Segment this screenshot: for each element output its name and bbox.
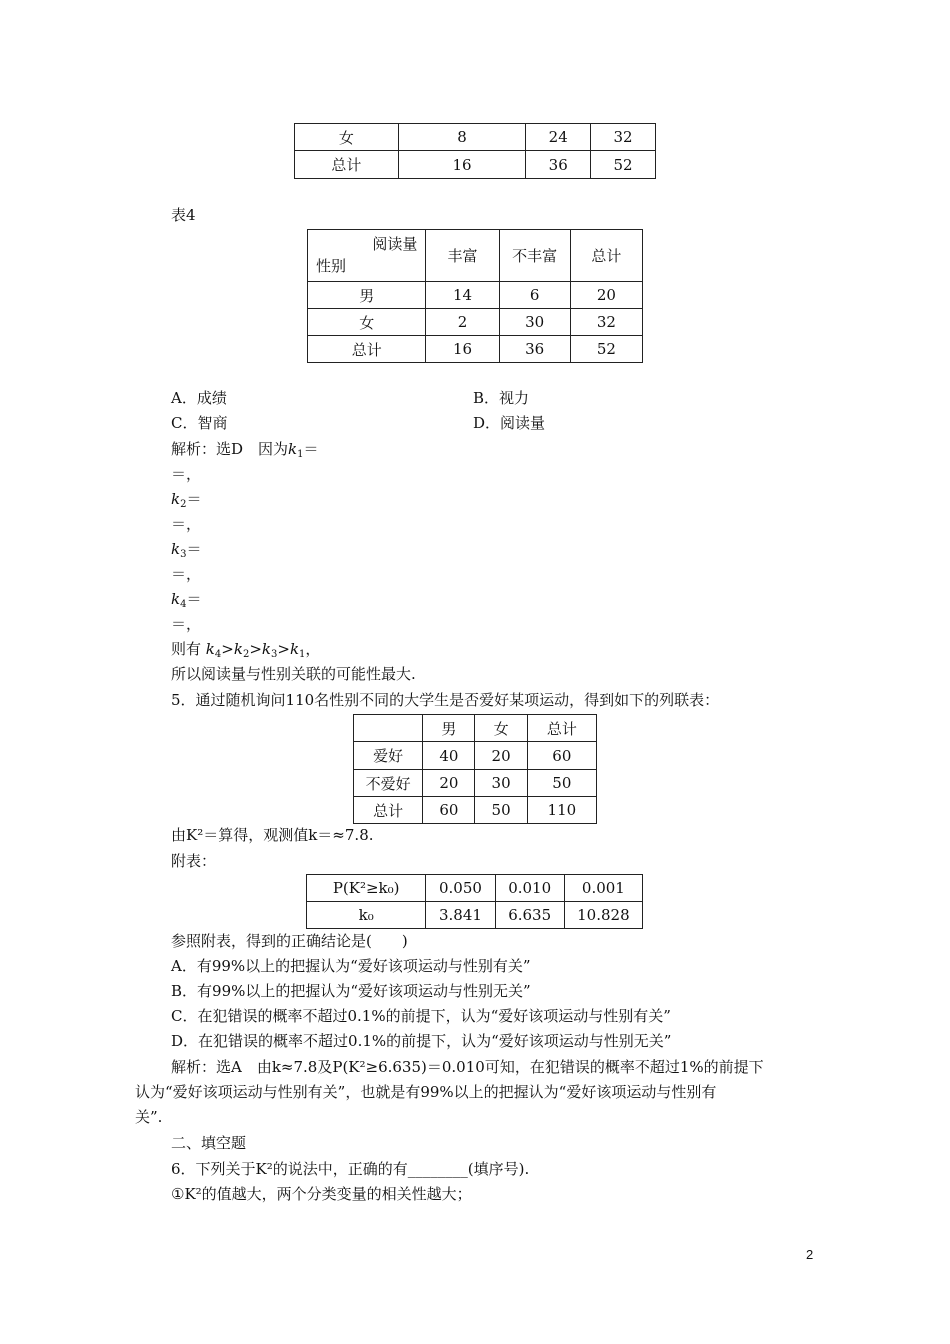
solution-line: $k_4=$: [171, 590, 202, 610]
solution-line: ＝，: [171, 565, 202, 583]
table-cell: 32: [570, 309, 642, 336]
solution-line: 解析：选D 因为$k_1=$: [171, 440, 319, 460]
table-cell: 0.010: [495, 875, 564, 902]
table-cell: 20: [475, 742, 527, 770]
table-cell: 16: [426, 336, 499, 363]
reference-table: [306, 874, 643, 929]
table-cell: 36: [499, 336, 570, 363]
table-header-cell: 总计: [570, 230, 642, 282]
table-cell: 50: [527, 770, 596, 797]
table-cell: 女: [295, 124, 399, 151]
solution-line: 认为“爱好该项运动与性别有关”，也就是有99%以上的把握认为“爱好该项运动与性别有: [135, 1083, 717, 1101]
option-a: A．成绩: [171, 389, 227, 407]
table-header-cell: 总计: [527, 715, 596, 742]
table-cell: 14: [426, 282, 499, 309]
solution-line: 则有 $k_4>k_2>k_3>k_1$，: [171, 640, 321, 660]
table-header-cell: 丰富: [426, 230, 499, 282]
page-number: 2: [806, 1247, 814, 1262]
table-cell: 女: [308, 309, 426, 336]
table-cell: 10.828: [564, 902, 642, 929]
table-cell: 0.001: [564, 875, 642, 902]
header-top-label: 阅读量: [372, 235, 418, 253]
question-text: 参照附表，得到的正确结论是( ): [171, 932, 408, 950]
solution-line: ＝，: [171, 615, 202, 633]
header-left-label: 性别: [316, 257, 347, 275]
option-c: C．在犯错误的概率不超过0.1%的前提下，认为“爱好该项运动与性别有关”: [171, 1007, 671, 1025]
table-cell: 2: [426, 309, 499, 336]
table-header-cell: k₀: [307, 902, 426, 929]
table-cell: 爱好: [354, 742, 423, 770]
appendix-label: 附表：: [171, 852, 217, 870]
solution-line: $k_2=$: [171, 490, 202, 510]
solution-conclusion: 所以阅读量与性别关联的可能性最大.: [171, 665, 416, 683]
table-cell: 30: [499, 309, 570, 336]
table-cell: 3.841: [426, 902, 495, 929]
section-title: 二、填空题: [171, 1134, 247, 1152]
table-cell: 60: [423, 797, 475, 824]
table-cell: 0.050: [426, 875, 495, 902]
table-cell: 24: [526, 124, 591, 151]
table-cell: 110: [527, 797, 596, 824]
option-b: B．视力: [473, 389, 530, 407]
table-header-cell: P(K²≥k₀): [307, 875, 426, 902]
option-d: D．在犯错误的概率不超过0.1%的前提下，认为“爱好该项运动与性别无关”: [171, 1032, 672, 1050]
table-header-cell: 男: [423, 715, 475, 742]
solution-line: ＝，: [171, 515, 202, 533]
table-cell: 总计: [295, 151, 399, 179]
table-cell: 60: [527, 742, 596, 770]
table-cell: 总计: [354, 797, 423, 824]
table-cell: 52: [570, 336, 642, 363]
option-d: D．阅读量: [473, 414, 546, 432]
table4-caption: 表4: [171, 206, 196, 224]
table-cell: 8: [398, 124, 526, 151]
solution-line: 解析：选A 由k≈7.8及P(K²≥6.635)＝0.010可知，在犯错误的概率不超过1%的前提下: [171, 1058, 764, 1076]
table-cell: 男: [308, 282, 426, 309]
table-cell: 40: [423, 742, 475, 770]
question-stem: 6．下列关于K²的说法中，正确的有________(填序号).: [171, 1160, 530, 1178]
table-cell: 32: [591, 124, 656, 151]
table-cell: 不爱好: [354, 770, 423, 797]
option-b: B．有99%以上的把握认为“爱好该项运动与性别无关”: [171, 982, 531, 1000]
table-cell: 20: [570, 282, 642, 309]
calc-line: 由K²＝算得，观测值k＝≈7.8.: [171, 826, 374, 844]
question-stem: 5．通过随机询问110名性别不同的大学生是否爱好某项运动，得到如下的列联表：: [171, 691, 720, 709]
table3-partial: [294, 123, 656, 179]
table-cell: 50: [475, 797, 527, 824]
q5-contingency-table: [353, 714, 597, 824]
table-cell: 总计: [308, 336, 426, 363]
solution-line: 关”.: [135, 1108, 163, 1126]
solution-line: $k_3=$: [171, 540, 202, 560]
table-cell: 52: [591, 151, 656, 179]
table-header-cell: 不丰富: [499, 230, 570, 282]
table-cell: 30: [475, 770, 527, 797]
table-cell: 16: [398, 151, 526, 179]
table4: [307, 229, 643, 363]
option-c: C．智商: [171, 414, 228, 432]
table-header-cell: 女: [475, 715, 527, 742]
table-header-cell: [354, 715, 423, 742]
option-a: A．有99%以上的把握认为“爱好该项运动与性别有关”: [171, 957, 531, 975]
table-diagonal-header: [308, 230, 426, 282]
table-cell: 6: [499, 282, 570, 309]
table-cell: 36: [526, 151, 591, 179]
list-item: ①K²的值越大，两个分类变量的相关性越大；: [171, 1185, 472, 1203]
table-cell: 20: [423, 770, 475, 797]
solution-line: ＝，: [171, 465, 202, 483]
table-cell: 6.635: [495, 902, 564, 929]
